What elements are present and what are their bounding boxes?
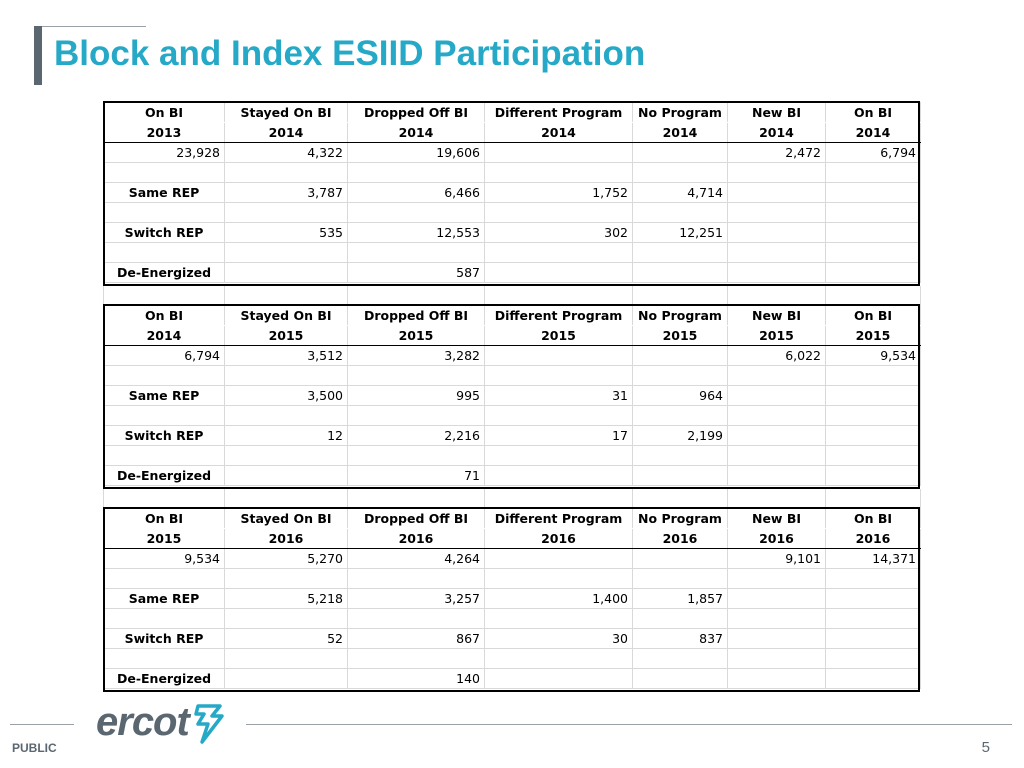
table-header-row [104, 326, 921, 346]
table-cell: 9,534 [826, 346, 921, 366]
column-header: 2014 [348, 123, 485, 143]
table-cell [104, 163, 225, 183]
column-header: 2015 [104, 529, 225, 549]
column-header: Different Program [485, 103, 633, 123]
table-cell: 9,534 [104, 549, 225, 569]
table-cell: 140 [348, 669, 485, 689]
table-cell [728, 589, 826, 609]
table-cell: 6,794 [104, 346, 225, 366]
column-header: 2016 [633, 529, 728, 549]
page-number: 5 [981, 739, 990, 756]
table-cell: 19,606 [348, 143, 485, 163]
table-cell: 2,472 [728, 143, 826, 163]
table-cell [826, 243, 921, 263]
table-cell: 2,216 [348, 426, 485, 446]
table-header-row [104, 529, 921, 549]
table-cell [728, 446, 826, 466]
table-cell [728, 669, 826, 689]
table-row [104, 426, 921, 446]
participation-table [103, 508, 921, 689]
table-cell [633, 649, 728, 669]
column-header: New BI [728, 306, 826, 326]
table-cell [348, 609, 485, 629]
table-cell [225, 263, 348, 283]
column-header: No Program [633, 103, 728, 123]
table-cell [728, 223, 826, 243]
table-cell [826, 629, 921, 649]
table-cell [633, 143, 728, 163]
table-cell [728, 386, 826, 406]
table-header-row [104, 103, 921, 123]
table-cell [485, 406, 633, 426]
public-label: PUBLIC [12, 741, 57, 755]
column-header: 2016 [826, 529, 921, 549]
title-top-rule [38, 26, 146, 27]
column-header: 2014 [104, 326, 225, 346]
column-header: 2014 [826, 123, 921, 143]
column-header: 2015 [348, 326, 485, 346]
table-row [104, 346, 921, 366]
table-cell: 14,371 [826, 549, 921, 569]
column-header: 2016 [728, 529, 826, 549]
table-cell: 71 [348, 466, 485, 486]
table-cell [826, 609, 921, 629]
column-header: No Program [633, 306, 728, 326]
column-header: 2015 [826, 326, 921, 346]
table-cell [225, 609, 348, 629]
column-header: On BI [104, 306, 225, 326]
row-label: De-Energized [104, 669, 225, 689]
table-cell [826, 203, 921, 223]
column-header: On BI [826, 306, 921, 326]
column-header: 2015 [225, 326, 348, 346]
table-cell [728, 426, 826, 446]
table-cell [225, 446, 348, 466]
table-header-row [104, 123, 921, 143]
table-cell: 12 [225, 426, 348, 446]
table-cell [485, 163, 633, 183]
table-cell: 12,251 [633, 223, 728, 243]
table-row [104, 263, 921, 283]
table-cell [485, 366, 633, 386]
column-header: 2014 [633, 123, 728, 143]
row-label: Same REP [104, 589, 225, 609]
table-cell [633, 263, 728, 283]
column-header: Different Program [485, 306, 633, 326]
table-cell: 6,022 [728, 346, 826, 366]
table-cell: 4,714 [633, 183, 728, 203]
table-cell [104, 649, 225, 669]
table-row [104, 589, 921, 609]
table-header-row [104, 509, 921, 529]
table-cell: 4,322 [225, 143, 348, 163]
table-row [104, 183, 921, 203]
ercot-logo [96, 700, 236, 750]
table-cell [104, 569, 225, 589]
column-header: 2016 [225, 529, 348, 549]
column-header: 2016 [348, 529, 485, 549]
table-cell [633, 569, 728, 589]
table-cell [826, 163, 921, 183]
column-header: 2016 [485, 529, 633, 549]
table-cell: 867 [348, 629, 485, 649]
table-cell [348, 163, 485, 183]
table-spacer [103, 286, 920, 306]
table-cell [104, 203, 225, 223]
table-row [104, 243, 921, 263]
table-cell [348, 203, 485, 223]
slide-title: Block and Index ESIID Participation [54, 34, 646, 73]
table-cell: 52 [225, 629, 348, 649]
table-cell [826, 569, 921, 589]
table-cell [485, 346, 633, 366]
table-row [104, 466, 921, 486]
table-row [104, 163, 921, 183]
table-cell: 3,282 [348, 346, 485, 366]
table-cell [485, 263, 633, 283]
table-cell [633, 549, 728, 569]
table-cell [633, 366, 728, 386]
table-row [104, 386, 921, 406]
table-cell: 587 [348, 263, 485, 283]
column-header: Dropped Off BI [348, 103, 485, 123]
table-cell [826, 589, 921, 609]
table-cell: 1,400 [485, 589, 633, 609]
table-cell: 1,857 [633, 589, 728, 609]
table-cell: 995 [348, 386, 485, 406]
table-cell [728, 629, 826, 649]
table-cell [633, 243, 728, 263]
table-cell: 535 [225, 223, 348, 243]
table-cell [104, 366, 225, 386]
table-cell: 3,257 [348, 589, 485, 609]
table-cell [485, 203, 633, 223]
column-header: Stayed On BI [225, 306, 348, 326]
table-cell: 3,512 [225, 346, 348, 366]
table-cell [728, 203, 826, 223]
table-cell [225, 669, 348, 689]
table-cell: 2,199 [633, 426, 728, 446]
table-cell [225, 406, 348, 426]
table-cell [826, 669, 921, 689]
table-cell [348, 569, 485, 589]
table-cell: 6,466 [348, 183, 485, 203]
table-cell [633, 609, 728, 629]
table-cell: 3,787 [225, 183, 348, 203]
table-cell [348, 446, 485, 466]
table-row [104, 609, 921, 629]
table-cell [826, 446, 921, 466]
table-cell: 4,264 [348, 549, 485, 569]
column-header: Dropped Off BI [348, 509, 485, 529]
table-cell [826, 263, 921, 283]
table-cell: 837 [633, 629, 728, 649]
table-cell [485, 243, 633, 263]
table-cell: 5,218 [225, 589, 348, 609]
table-row [104, 406, 921, 426]
footer-rule-right [246, 724, 1012, 725]
column-header: On BI [826, 103, 921, 123]
table-cell [728, 466, 826, 486]
table-cell [348, 243, 485, 263]
table-cell [485, 649, 633, 669]
table-cell [633, 446, 728, 466]
table-cell [826, 183, 921, 203]
table-cell [104, 406, 225, 426]
table-row [104, 143, 921, 163]
row-label: De-Energized [104, 466, 225, 486]
row-label: Same REP [104, 386, 225, 406]
table-cell [728, 406, 826, 426]
column-header: Different Program [485, 509, 633, 529]
table-row [104, 203, 921, 223]
row-label: Switch REP [104, 426, 225, 446]
table-cell: 6,794 [826, 143, 921, 163]
row-label: Switch REP [104, 223, 225, 243]
table-cell [225, 466, 348, 486]
column-header: Stayed On BI [225, 103, 348, 123]
table-cell [728, 183, 826, 203]
ercot-logo-text: ercot [96, 700, 189, 744]
footer-rule-left [10, 724, 74, 725]
participation-table [103, 305, 921, 486]
table-cell: 23,928 [104, 143, 225, 163]
row-label: Same REP [104, 183, 225, 203]
table-cell: 17 [485, 426, 633, 446]
table-cell [826, 386, 921, 406]
column-header: On BI [104, 103, 225, 123]
table-cell [826, 649, 921, 669]
table-row [104, 569, 921, 589]
table-cell [485, 446, 633, 466]
table-cell [633, 406, 728, 426]
column-header: 2014 [225, 123, 348, 143]
table-cell [826, 426, 921, 446]
participation-table [103, 102, 921, 283]
table-cell [225, 203, 348, 223]
table-cell: 12,553 [348, 223, 485, 243]
table-cell [633, 163, 728, 183]
table-row [104, 446, 921, 466]
table-cell [104, 243, 225, 263]
table-cell [826, 223, 921, 243]
column-header: On BI [826, 509, 921, 529]
column-header: New BI [728, 509, 826, 529]
column-header: 2013 [104, 123, 225, 143]
table-cell [826, 466, 921, 486]
column-header: 2014 [485, 123, 633, 143]
table-cell [225, 569, 348, 589]
table-cell: 30 [485, 629, 633, 649]
table-cell: 964 [633, 386, 728, 406]
table-cell [728, 609, 826, 629]
table-cell [104, 609, 225, 629]
title-accent-bar [34, 26, 42, 85]
column-header: 2015 [728, 326, 826, 346]
table-cell [633, 466, 728, 486]
table-cell [485, 466, 633, 486]
column-header: Dropped Off BI [348, 306, 485, 326]
table-cell: 9,101 [728, 549, 826, 569]
ercot-logo-mark-icon [192, 702, 226, 748]
table-spacer [103, 489, 920, 509]
table-cell [633, 346, 728, 366]
table-row [104, 223, 921, 243]
table-cell [225, 243, 348, 263]
table-cell [485, 669, 633, 689]
table-cell [225, 366, 348, 386]
table-cell [633, 203, 728, 223]
table-cell: 31 [485, 386, 633, 406]
table-cell [348, 366, 485, 386]
table-cell [728, 569, 826, 589]
row-label: De-Energized [104, 263, 225, 283]
table-cell [728, 366, 826, 386]
table-cell [728, 649, 826, 669]
table-cell [633, 669, 728, 689]
table-cell [728, 263, 826, 283]
table-cell: 3,500 [225, 386, 348, 406]
table-header-row [104, 306, 921, 326]
table-cell: 1,752 [485, 183, 633, 203]
table-cell [485, 569, 633, 589]
table-row [104, 549, 921, 569]
table-row [104, 649, 921, 669]
table-cell: 302 [485, 223, 633, 243]
column-header: On BI [104, 509, 225, 529]
table-cell: 5,270 [225, 549, 348, 569]
column-header: New BI [728, 103, 826, 123]
table-cell [728, 243, 826, 263]
column-header: 2014 [728, 123, 826, 143]
table-cell [485, 609, 633, 629]
table-cell [225, 163, 348, 183]
table-row [104, 629, 921, 649]
table-cell [826, 406, 921, 426]
table-cell [728, 163, 826, 183]
table-cell [485, 549, 633, 569]
table-row [104, 669, 921, 689]
table-cell [348, 649, 485, 669]
row-label: Switch REP [104, 629, 225, 649]
column-header: Stayed On BI [225, 509, 348, 529]
table-cell [225, 649, 348, 669]
table-cell [104, 446, 225, 466]
table-cell [826, 366, 921, 386]
column-header: 2015 [485, 326, 633, 346]
table-cell [348, 406, 485, 426]
column-header: No Program [633, 509, 728, 529]
table-row [104, 366, 921, 386]
table-cell [485, 143, 633, 163]
column-header: 2015 [633, 326, 728, 346]
